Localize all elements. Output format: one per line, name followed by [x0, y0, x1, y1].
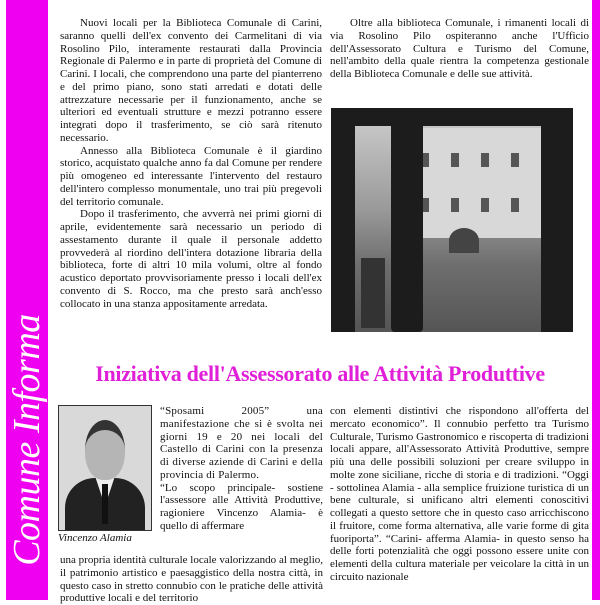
article-activities-column-2: [330, 405, 589, 584]
paragraph: con elementi distintivi che rispondono all'offerta del mercato economico”. Il connubio perfetto tra Turismo Culturale, Turismo Gastronomico e riscoperta di tradizioni locali appare, all'Assessorato Attività Produttive, sempre più una delle possibili soluzioni per creare sviluppo in molte zone siciliane, ricche di storia e di tradizioni. “Oggi - sottolinea Alamia - alla semplice fruizione turistica di un bene culturale, si unificano altri elementi conoscitivi collegati a questo settore che in questo caso arricchiscono il fruitore, come forma alternativa, alle varie forme di gita fuoriporta”. “Carini- afferma Alamia- in questo senso ha delle forti potenzialità che oggi possono essere unite con elementi della cultura materiale per veicolare la città in un circuito nazionale: [330, 405, 589, 583]
article-library-column-2: [330, 17, 589, 81]
right-border-band: [592, 0, 600, 600]
paragraph: Oltre alla biblioteca Comunale, i rimanenti locali di via Rosolino Pilo ospiteranno anche l'Ufficio dell'Assessorato Cultura e Turismo del Comune, nell'ambito della quale rientra la competenza gestionale della Biblioteca Comunale e delle sue attività.: [330, 17, 589, 80]
paragraph: “Lo scopo principale- sostiene l'assessore alle Attività Produttive, ragioniere Vincenzo Alamia- è quello di affermare: [160, 481, 323, 532]
portrait-photo: [58, 405, 152, 531]
publication-title: Comune Informa: [6, 314, 48, 566]
article-heading: Iniziativa dell'Assessorato alle Attività Produttive: [95, 361, 545, 386]
paragraph: Dopo il trasferimento, che avverrà nei primi giorni di aprile, evidentemente sarà necessario un periodo di assestamento durante il quale il personale addetto provvederà al riordino dell'intera dotazione libraria della biblioteca, forte di altri 10 mila volumi, oltre al fondo acustico deportato provvisoriamente presso i locali dell'ex convento di S. Rocco, ma che presto sarà anch'esso collocato in una stanza appositamente arredata.: [60, 208, 322, 310]
article-activities-column-1-continued: [60, 554, 323, 605]
article-library-column-1: [60, 17, 322, 310]
photo-caption: Vincenzo Alamia: [58, 532, 132, 544]
paragraph: Nuovi locali per la Biblioteca Comunale di Carini, saranno quelli dell'ex convento dei Carmelitani di via Rosolino Pilo, interamente restaurati dalla Provincia Regionale di Palermo e in parte di proprietà del Comune di Carini. I locali, che comprendono una parte del pianterreno e del primo piano, sono stati arredati e dotati delle attrezzature necessarie per il funzionamento, anche se ulteriori ed eventuali strutture e mezzi potranno essere integrati dopo il trasferimento, se ciò sarà ritenuto necessario.: [60, 17, 322, 144]
paragraph: una propria identità culturale locale valorizzando al meglio, il patrimonio artistico e paesaggistico della nostra città, in questo caso in stretto connubio con le pratiche delle attività produttive locali e del territorio: [60, 554, 323, 605]
article-activities-column-1: [160, 405, 323, 533]
sidebar-band: [6, 0, 48, 600]
paragraph: Annesso alla Biblioteca Comunale è il giardino storico, acquistato qualche anno fa dal Comune per rendere più omogeneo ed interessante l'intervento del restauro dell'intero complesso monumentale, uno trai più pregevoli del territorio comunale.: [60, 144, 322, 208]
cloister-photo: [331, 108, 573, 332]
paragraph: “Sposami 2005” una manifestazione che si è svolta nei giorni 19 e 20 nei locali del Castello di Carini con la presenza di diverse aziende di Carini e della provincia di Palermo.: [160, 405, 323, 481]
